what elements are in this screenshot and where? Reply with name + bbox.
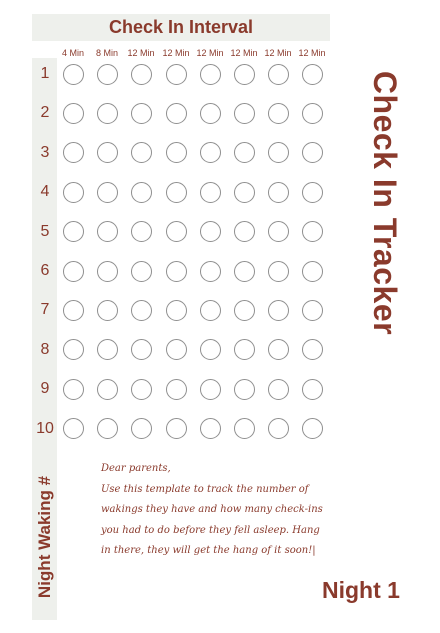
interval-header: 12 Min <box>196 48 224 58</box>
check-in-circle[interactable] <box>302 103 323 124</box>
check-in-circle[interactable] <box>268 418 289 439</box>
check-in-circle[interactable] <box>97 103 118 124</box>
check-in-circle[interactable] <box>200 261 221 282</box>
check-in-circle[interactable] <box>268 261 289 282</box>
interval-header: 12 Min <box>298 48 326 58</box>
row-number: 10 <box>36 419 54 437</box>
check-in-circle[interactable] <box>63 339 84 360</box>
check-in-circle[interactable] <box>200 142 221 163</box>
row-number: 5 <box>40 222 50 240</box>
check-in-circle[interactable] <box>234 142 255 163</box>
check-in-circle[interactable] <box>302 221 323 242</box>
check-in-circle[interactable] <box>131 64 152 85</box>
check-in-circle[interactable] <box>302 182 323 203</box>
check-in-circle[interactable] <box>200 300 221 321</box>
check-in-circle[interactable] <box>166 418 187 439</box>
check-in-circle[interactable] <box>234 418 255 439</box>
check-in-circle[interactable] <box>97 182 118 203</box>
parent-note <box>101 459 331 562</box>
check-in-circle[interactable] <box>200 103 221 124</box>
check-in-circle[interactable] <box>166 221 187 242</box>
check-in-circle[interactable] <box>63 142 84 163</box>
check-in-circle[interactable] <box>200 379 221 400</box>
check-in-circle[interactable] <box>200 182 221 203</box>
row-number: 8 <box>40 340 50 358</box>
check-in-circle[interactable] <box>131 182 152 203</box>
row-number: 9 <box>40 380 50 398</box>
header-title: Check In Interval <box>108 17 254 37</box>
check-in-circle[interactable] <box>166 379 187 400</box>
check-in-circle[interactable] <box>97 142 118 163</box>
check-in-circle[interactable] <box>131 221 152 242</box>
note-line: Use this template to track the number of <box>101 483 309 495</box>
interval-header: 12 Min <box>230 48 258 58</box>
check-in-circle[interactable] <box>166 182 187 203</box>
check-in-circle[interactable] <box>302 261 323 282</box>
row-number: 6 <box>40 262 50 279</box>
check-in-circle[interactable] <box>63 300 84 321</box>
check-in-circle[interactable] <box>166 261 187 282</box>
check-in-circle[interactable] <box>302 379 323 400</box>
check-in-circle[interactable] <box>63 418 84 439</box>
check-in-circle[interactable] <box>200 418 221 439</box>
check-in-circle[interactable] <box>234 103 255 124</box>
check-in-circle[interactable] <box>200 221 221 242</box>
check-in-circle[interactable] <box>302 339 323 360</box>
check-in-circle[interactable] <box>302 300 323 321</box>
night-waking-label: Night Waking # <box>34 475 54 599</box>
check-in-circle[interactable] <box>268 221 289 242</box>
check-in-circle[interactable] <box>200 64 221 85</box>
interval-header: 4 Min <box>61 48 84 58</box>
check-in-circle[interactable] <box>234 261 255 282</box>
check-in-circle[interactable] <box>97 64 118 85</box>
check-in-circle[interactable] <box>63 221 84 242</box>
check-in-circle[interactable] <box>63 182 84 203</box>
interval-header: 12 Min <box>264 48 292 58</box>
note-line: in there, they will get the hang of it soon!| <box>101 545 316 556</box>
check-in-circle[interactable] <box>268 379 289 400</box>
check-in-circle[interactable] <box>63 261 84 282</box>
row-number: 3 <box>40 143 50 161</box>
check-in-circle[interactable] <box>268 182 289 203</box>
check-in-circle[interactable] <box>302 142 323 163</box>
check-in-circle[interactable] <box>97 418 118 439</box>
check-in-circle[interactable] <box>268 103 289 124</box>
check-in-circle[interactable] <box>166 300 187 321</box>
row-number: 2 <box>40 104 50 122</box>
check-in-circle[interactable] <box>97 339 118 360</box>
check-in-circle[interactable] <box>166 339 187 360</box>
interval-header: 8 Min <box>95 48 118 58</box>
row-number: 4 <box>40 183 50 201</box>
check-in-circle[interactable] <box>166 142 187 163</box>
check-in-circle[interactable] <box>97 300 118 321</box>
check-in-circle[interactable] <box>63 103 84 124</box>
check-in-circle[interactable] <box>131 142 152 163</box>
check-in-circle[interactable] <box>166 103 187 124</box>
check-in-circle[interactable] <box>97 221 118 242</box>
check-in-circle[interactable] <box>131 103 152 124</box>
night-label: Night 1 <box>322 577 400 603</box>
check-in-circle[interactable] <box>234 221 255 242</box>
note-line: Dear parents, <box>101 463 171 474</box>
check-in-circle[interactable] <box>97 261 118 282</box>
check-in-circle[interactable] <box>234 339 255 360</box>
check-in-circle[interactable] <box>200 339 221 360</box>
check-in-circle[interactable] <box>234 64 255 85</box>
check-in-circle[interactable] <box>268 300 289 321</box>
interval-header: 12 Min <box>162 48 190 58</box>
check-in-circle[interactable] <box>63 379 84 400</box>
check-in-circle[interactable] <box>302 418 323 439</box>
check-in-circle[interactable] <box>302 64 323 85</box>
check-in-circle[interactable] <box>97 379 118 400</box>
check-in-circle[interactable] <box>131 339 152 360</box>
check-in-circle[interactable] <box>166 64 187 85</box>
row-number: 7 <box>40 301 50 319</box>
row-number: 1 <box>40 65 50 82</box>
tracker-title: Check In Tracker <box>367 70 403 336</box>
check-in-circle[interactable] <box>268 339 289 360</box>
check-in-circle[interactable] <box>131 379 152 400</box>
check-in-circle[interactable] <box>234 300 255 321</box>
check-in-circle[interactable] <box>63 64 84 85</box>
check-in-circle[interactable] <box>131 300 152 321</box>
interval-header: 12 Min <box>127 48 155 58</box>
check-in-circle[interactable] <box>268 142 289 163</box>
check-in-circle[interactable] <box>234 379 255 400</box>
note-line: wakings they have and how many check-ins <box>101 504 323 515</box>
check-in-circle[interactable] <box>131 418 152 439</box>
check-in-circle[interactable] <box>268 64 289 85</box>
note-line: you had to do before they fell asleep. Hang <box>101 524 320 536</box>
check-in-circle[interactable] <box>131 261 152 282</box>
check-in-circle[interactable] <box>234 182 255 203</box>
